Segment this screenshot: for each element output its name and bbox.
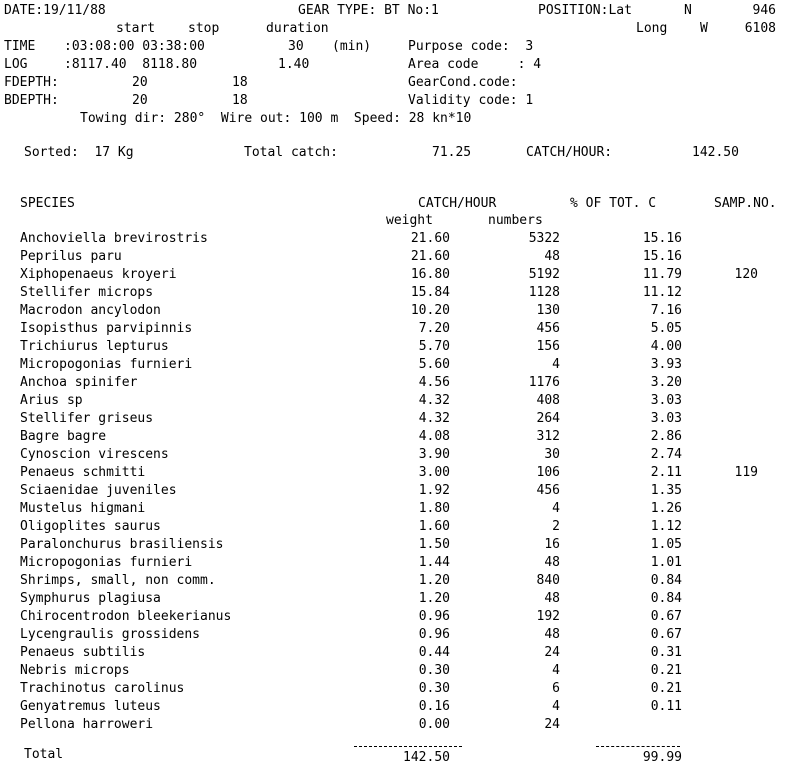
weight-value: 10.20 [410,303,450,318]
numbers-value: 192 [536,609,560,624]
weight-value: 1.60 [418,519,450,534]
species-column-header: SPECIES [20,196,75,211]
weight-value: 1.20 [418,591,450,606]
species-name: Oligoplites saurus [20,519,161,534]
weight-value: 15.84 [410,285,450,300]
percent-value: 15.16 [642,249,682,264]
species-name: Genyatremus luteus [20,699,161,714]
percent-value: 0.67 [650,627,682,642]
total-percent: 99.99 [642,750,682,765]
numbers-value: 5192 [528,267,560,282]
sample-number-column-header: SAMP.NO. [714,196,777,211]
weight-value: 0.96 [418,627,450,642]
numbers-value: 408 [536,393,560,408]
numbers-value: 30 [544,447,560,462]
total-catch-value: 71.25 [432,145,472,160]
percent-value: 4.00 [650,339,682,354]
weight-value: 4.56 [418,375,450,390]
time-label: TIME [4,39,36,54]
col-stop-label: stop [188,21,220,36]
time-unit: (min) [332,39,372,54]
percent-value: 0.21 [650,663,682,678]
species-name: Isopisthus parvipinnis [20,321,193,336]
numbers-value: 106 [536,465,560,480]
species-name: Nebris microps [20,663,130,678]
time-duration: 30 [288,39,304,54]
species-name: Trachinotus carolinus [20,681,185,696]
percent-value: 1.12 [650,519,682,534]
weight-value: 1.80 [418,501,450,516]
species-name: Penaeus schmitti [20,465,146,480]
numbers-value: 24 [544,645,560,660]
gear-type: GEAR TYPE: BT No:1 [298,3,439,18]
species-name: Cynoscion virescens [20,447,169,462]
weight-total-rule [354,746,462,747]
sample-number: 120 [734,267,758,282]
weight-value: 0.16 [418,699,450,714]
long-value: 6108 [744,21,776,36]
numbers-value: 2 [552,519,560,534]
percent-value: 0.31 [650,645,682,660]
percent-value: 3.93 [650,357,682,372]
percent-value: 3.03 [650,411,682,426]
percent-value: 1.35 [650,483,682,498]
species-name: Sciaenidae juveniles [20,483,177,498]
percent-value: 1.01 [650,555,682,570]
weight-value: 1.92 [418,483,450,498]
percent-value: 11.79 [642,267,682,282]
col-start-label: start [116,21,156,36]
species-name: Symphurus plagiusa [20,591,161,606]
fdepth-start: 20 [132,75,148,90]
log-duration: 1.40 [278,57,310,72]
percent-value: 0.21 [650,681,682,696]
numbers-value: 840 [536,573,560,588]
species-name: Xiphopenaeus kroyeri [20,267,177,282]
position-label: POSITION:Lat [538,3,632,18]
numbers-value: 312 [536,429,560,444]
numbers-value: 1176 [528,375,560,390]
bdepth-stop: 18 [232,93,248,108]
numbers-value: 264 [536,411,560,426]
weight-value: 21.60 [410,249,450,264]
numbers-value: 456 [536,483,560,498]
species-name: Chirocentrodon bleekerianus [20,609,232,624]
species-name: Trichiurus lepturus [20,339,169,354]
numbers-value: 48 [544,555,560,570]
numbers-subheader: numbers [488,213,543,228]
species-name: Micropogonias furnieri [20,555,193,570]
area-code: Area code : 4 [408,57,542,72]
lat-value: 946 [752,3,776,18]
percent-value: 2.86 [650,429,682,444]
numbers-value: 4 [552,357,560,372]
report-date: DATE:19/11/88 [4,3,106,18]
towing-line: Towing dir: 280° Wire out: 100 m Speed: 28 kn*10 [80,111,472,126]
percent-value: 0.67 [650,609,682,624]
species-name: Micropogonias furnieri [20,357,193,372]
numbers-value: 48 [544,591,560,606]
species-name: Bagre bagre [20,429,107,444]
species-name: Peprilus paru [20,249,122,264]
weight-value: 3.90 [418,447,450,462]
weight-value: 1.20 [418,573,450,588]
long-direction: W [700,21,708,36]
weight-value: 4.32 [418,393,450,408]
species-name: Mustelus higmani [20,501,146,516]
numbers-value: 48 [544,627,560,642]
percent-value: 7.16 [650,303,682,318]
species-name: Macrodon ancylodon [20,303,161,318]
sorted-weight: Sorted: 17 Kg [24,145,134,160]
percent-value: 3.03 [650,393,682,408]
weight-value: 16.80 [410,267,450,282]
weight-value: 21.60 [410,231,450,246]
numbers-value: 4 [552,501,560,516]
species-name: Paralonchurus brasiliensis [20,537,224,552]
numbers-value: 456 [536,321,560,336]
species-name: Shrimps, small, non comm. [20,573,216,588]
purpose-code: Purpose code: 3 [408,39,534,54]
percent-value: 2.74 [650,447,682,462]
validity-code: Validity code: 1 [408,93,534,108]
time-values: :03:08:00 03:38:00 [64,39,205,54]
weight-value: 1.50 [418,537,450,552]
sample-number: 119 [734,465,758,480]
log-values: :8117.40 8118.80 [64,57,198,72]
gear-condition-code: GearCond.code: [408,75,518,90]
species-name: Anchoviella brevirostris [20,231,208,246]
weight-value: 1.44 [418,555,450,570]
weight-value: 3.00 [418,465,450,480]
weight-value: 5.70 [418,339,450,354]
percent-value: 5.05 [650,321,682,336]
species-name: Stellifer microps [20,285,154,300]
percent-value: 0.84 [650,573,682,588]
weight-value: 0.96 [418,609,450,624]
long-label: Long [636,21,668,36]
fdepth-label: FDEPTH: [4,75,59,90]
numbers-value: 16 [544,537,560,552]
weight-value: 7.20 [418,321,450,336]
weight-value: 0.30 [418,663,450,678]
species-name: Penaeus subtilis [20,645,146,660]
catch-hour-column-header: CATCH/HOUR [418,196,497,211]
fdepth-stop: 18 [232,75,248,90]
percent-total-rule [596,746,680,747]
total-catch-label: Total catch: [244,145,338,160]
species-name: Stellifer griseus [20,411,154,426]
numbers-value: 130 [536,303,560,318]
species-name: Pellona harroweri [20,717,154,732]
percent-value: 0.84 [650,591,682,606]
col-duration-label: duration [266,21,329,36]
weight-value: 0.30 [418,681,450,696]
percent-value: 0.11 [650,699,682,714]
numbers-value: 5322 [528,231,560,246]
total-weight: 142.50 [403,750,450,765]
percent-value: 15.16 [642,231,682,246]
catch-hour-value: 142.50 [692,145,739,160]
percent-value: 1.26 [650,501,682,516]
percent-value: 1.05 [650,537,682,552]
numbers-value: 48 [544,249,560,264]
weight-value: 4.08 [418,429,450,444]
percent-value: 3.20 [650,375,682,390]
log-label: LOG [4,57,28,72]
bdepth-label: BDEPTH: [4,93,59,108]
species-name: Arius sp [20,393,83,408]
numbers-value: 4 [552,663,560,678]
lat-direction: N [684,3,692,18]
weight-value: 5.60 [418,357,450,372]
bdepth-start: 20 [132,93,148,108]
percent-column-header: % OF TOT. C [570,196,657,211]
numbers-value: 1128 [528,285,560,300]
weight-value: 4.32 [418,411,450,426]
numbers-value: 4 [552,699,560,714]
weight-value: 0.00 [418,717,450,732]
catch-hour-label: CATCH/HOUR: [526,145,613,160]
total-label: Total [24,747,64,762]
numbers-value: 156 [536,339,560,354]
species-name: Anchoa spinifer [20,375,138,390]
percent-value: 11.12 [642,285,682,300]
weight-subheader: weight [386,213,433,228]
numbers-value: 6 [552,681,560,696]
numbers-value: 24 [544,717,560,732]
species-name: Lycengraulis grossidens [20,627,201,642]
percent-value: 2.11 [650,465,682,480]
weight-value: 0.44 [418,645,450,660]
